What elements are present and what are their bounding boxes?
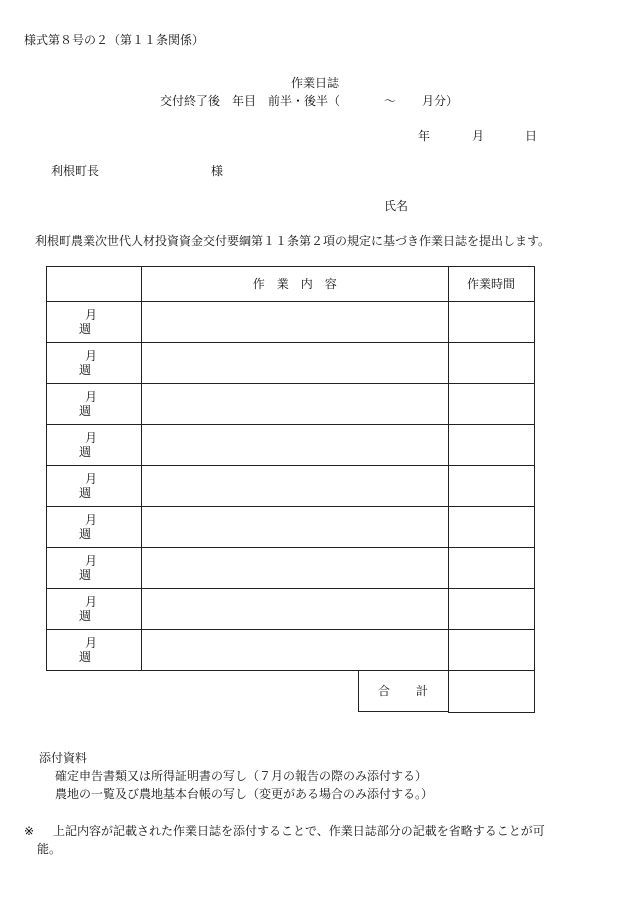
total-row-spacer: [47, 671, 142, 713]
total-label-cell: [142, 671, 449, 713]
week-label-cell: [47, 466, 142, 507]
note-line-2: 能。: [37, 842, 62, 856]
work-content-cell[interactable]: [142, 630, 449, 671]
document-title: 作業日誌: [290, 76, 339, 90]
attachments-title: 添付資料: [39, 751, 88, 765]
work-hours-cell[interactable]: [448, 384, 534, 425]
work-content-cell[interactable]: [142, 384, 449, 425]
period-tilde: 〜: [384, 94, 397, 108]
header-work-content: 作 業 内 容: [142, 267, 449, 302]
total-row: [47, 671, 535, 713]
table-body: [47, 302, 535, 671]
week-label: 週: [79, 650, 92, 664]
table-row: [47, 630, 535, 671]
table-row: [47, 384, 535, 425]
header-work-hours: 作業時間: [448, 267, 534, 302]
week-label-cell: [47, 343, 142, 384]
attachment-item: 確定申告書類又は所得証明書の写し（７月の報告の際のみ添付する）: [55, 769, 428, 783]
period-label: 交付終了後 年目 前半・後半（: [160, 94, 341, 108]
week-label-cell: [47, 384, 142, 425]
attachment-item: 農地の一覧及び農地基本台帳の写し（変更がある場合のみ添付する。）: [55, 787, 434, 801]
total-label-b: 計: [416, 684, 429, 698]
work-hours-cell[interactable]: [448, 589, 534, 630]
note-mark: ※: [24, 824, 35, 838]
work-content-cell[interactable]: [142, 507, 449, 548]
week-label: 週: [79, 322, 92, 336]
week-label-cell: [47, 630, 142, 671]
date-year-label: 年: [418, 129, 431, 143]
table-row: [47, 343, 535, 384]
date-month-label: 月: [472, 129, 485, 143]
work-log-table: [46, 266, 535, 713]
week-label-cell: [47, 425, 142, 466]
month-label: 月: [85, 554, 98, 568]
work-content-cell[interactable]: [142, 466, 449, 507]
header-week-cell: [47, 267, 142, 302]
form-number: 様式第８号の２（第１１条関係）: [24, 33, 205, 47]
table-row: [47, 548, 535, 589]
week-label: 週: [79, 404, 92, 418]
work-hours-cell[interactable]: [448, 302, 534, 343]
week-label: 週: [79, 363, 92, 377]
work-content-cell[interactable]: [142, 343, 449, 384]
submission-statement: 利根町農業次世代人材投資資金交付要綱第１１条第２項の規定に基づき作業日誌を提出します。: [35, 234, 551, 248]
work-content-cell[interactable]: [142, 302, 449, 343]
note-line-1: 上記内容が記載された作業日誌を添付することで、作業日誌部分の記載を省略することが可: [53, 824, 545, 838]
total-label-a: 合: [377, 684, 390, 698]
week-label-cell: [47, 302, 142, 343]
table-row: [47, 507, 535, 548]
table-row: [47, 466, 535, 507]
month-label: 月: [85, 513, 98, 527]
week-label: 週: [79, 609, 92, 623]
month-label: 月: [85, 595, 98, 609]
work-hours-cell[interactable]: [448, 548, 534, 589]
work-hours-cell[interactable]: [448, 343, 534, 384]
work-hours-cell[interactable]: [448, 466, 534, 507]
month-label: 月: [85, 349, 98, 363]
week-label: 週: [79, 527, 92, 541]
week-label: 週: [79, 486, 92, 500]
work-hours-cell[interactable]: [448, 425, 534, 466]
week-label: 週: [79, 568, 92, 582]
month-label: 月: [85, 308, 98, 322]
table-header-row: [47, 267, 535, 302]
month-label: 月: [85, 472, 98, 486]
applicant-name-label: 氏名: [384, 199, 409, 213]
table-row: [47, 589, 535, 630]
addressee-honorific: 様: [211, 164, 224, 178]
table-row: [47, 302, 535, 343]
month-label: 月: [85, 636, 98, 650]
month-label: 月: [85, 431, 98, 445]
week-label: 週: [79, 445, 92, 459]
work-hours-cell[interactable]: [448, 630, 534, 671]
work-content-cell[interactable]: [142, 589, 449, 630]
work-hours-cell[interactable]: [448, 507, 534, 548]
addressee-name: 利根町長: [51, 164, 100, 178]
total-hours-input[interactable]: [448, 671, 534, 713]
work-content-cell[interactable]: [142, 425, 449, 466]
month-label: 月: [85, 390, 98, 404]
week-label-cell: [47, 548, 142, 589]
table-row: [47, 425, 535, 466]
date-day-label: 日: [525, 129, 538, 143]
week-label-cell: [47, 589, 142, 630]
week-label-cell: [47, 507, 142, 548]
work-content-cell[interactable]: [142, 548, 449, 589]
period-month-close: 月分）: [422, 94, 459, 108]
